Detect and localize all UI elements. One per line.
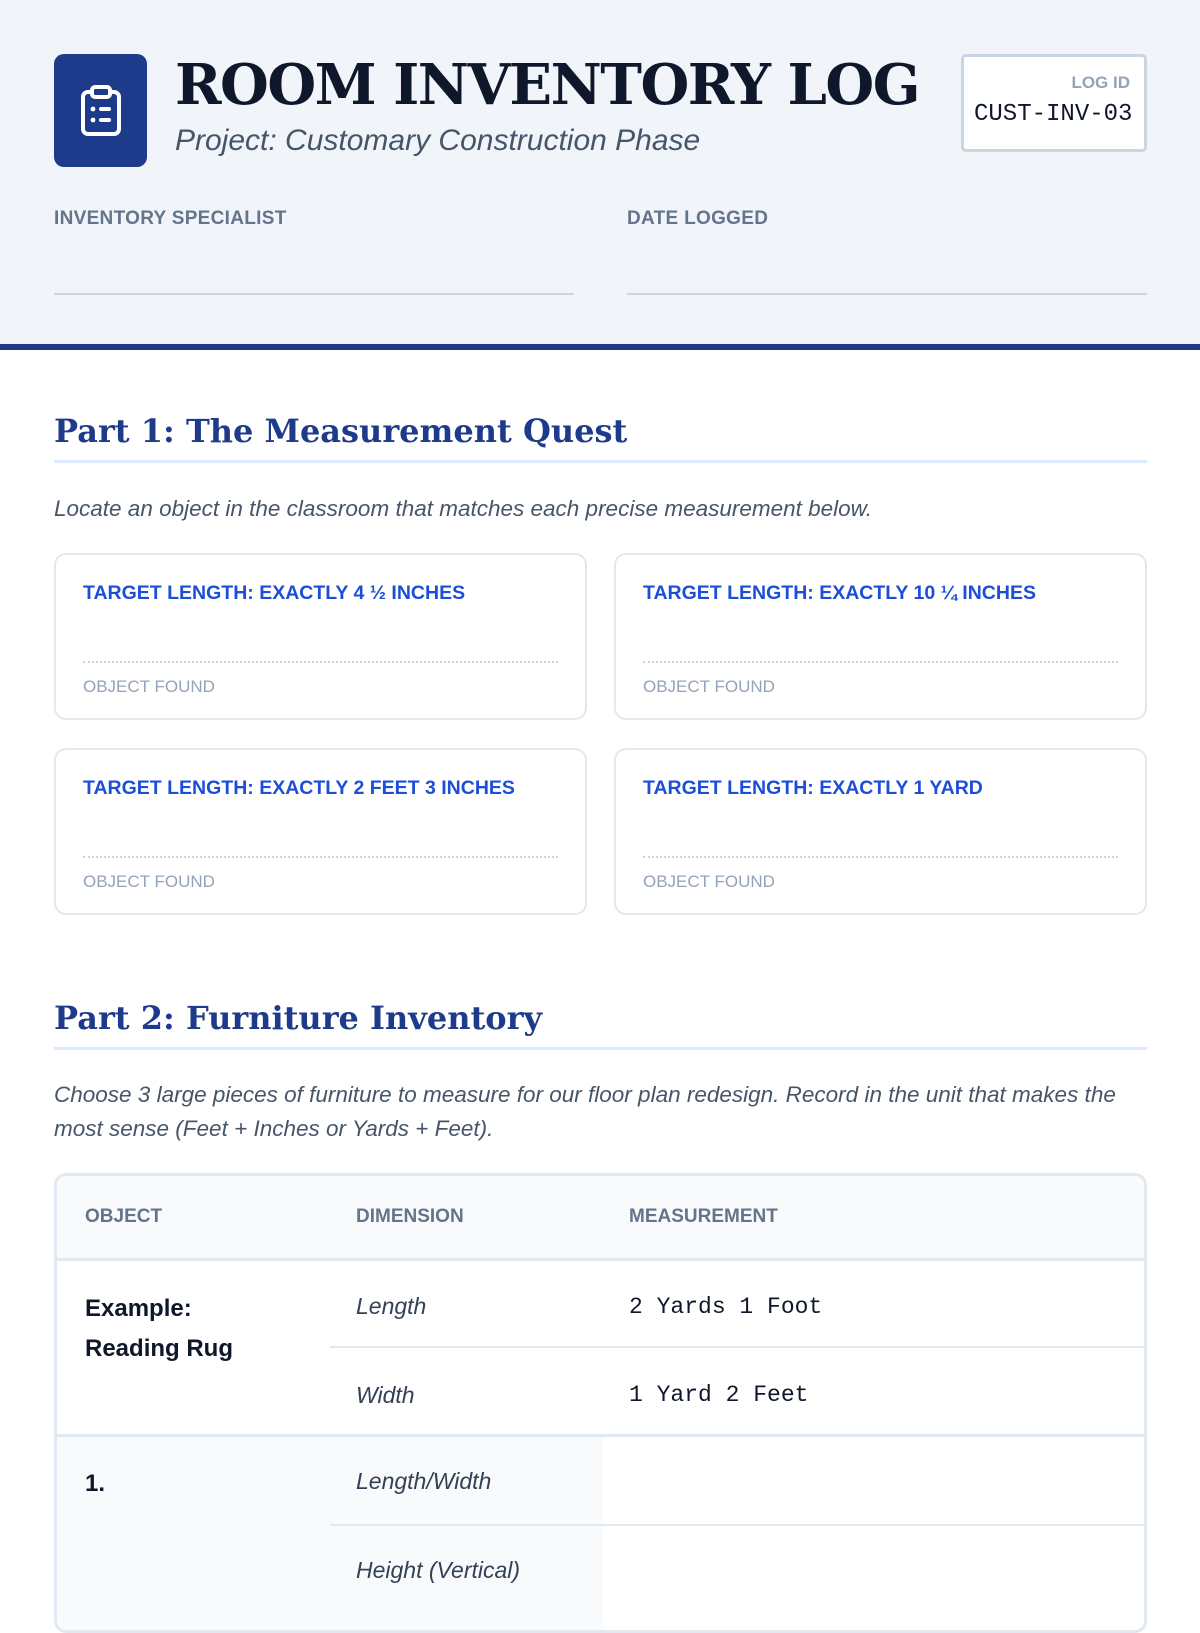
inventory-specialist-label: INVENTORY SPECIALIST [54, 208, 287, 229]
example-measurement: 1 Yard 2 Feet [629, 1382, 809, 1408]
measurement-card[interactable] [54, 748, 587, 915]
example-object-prefix: Example: [85, 1295, 192, 1322]
date-logged-label: DATE LOGGED [627, 208, 769, 229]
card-target-length: TARGET LENGTH: EXACTLY 2 FEET 3 INCHES [83, 777, 515, 799]
card-caption: OBJECT FOUND [83, 872, 215, 891]
measurement-card[interactable] [614, 748, 1147, 915]
row-divider [330, 1346, 1144, 1348]
entry-measurement-cell[interactable] [603, 1526, 1144, 1633]
entry-dimension: Length/Width [356, 1468, 492, 1494]
entry-measurement-cell[interactable] [603, 1437, 1144, 1523]
page-header [0, 0, 1200, 350]
part2-title: Part 2: Furniture Inventory [54, 999, 1147, 1050]
measurement-card[interactable] [614, 553, 1147, 720]
entry-shaded-area [57, 1437, 603, 1633]
card-answer-line[interactable] [83, 856, 558, 858]
card-answer-line[interactable] [83, 661, 558, 663]
card-caption: OBJECT FOUND [643, 677, 775, 696]
inventory-specialist-field[interactable] [54, 208, 574, 230]
example-dimension: Length [356, 1293, 427, 1319]
log-id-label: LOG ID [1071, 73, 1130, 92]
example-object-label [85, 1289, 233, 1369]
card-target-length: TARGET LENGTH: EXACTLY 10 ¼ INCHES [643, 582, 1036, 604]
part1-instructions: Locate an object in the classroom that matches each precise measurement below. [54, 496, 872, 521]
page-subtitle: Project: Customary Construction Phase [175, 124, 701, 157]
card-caption: OBJECT FOUND [643, 872, 775, 891]
card-target-length: TARGET LENGTH: EXACTLY 4 ½ INCHES [83, 582, 466, 604]
part1-title: Part 1: The Measurement Quest [54, 412, 1147, 463]
example-dimension: Width [356, 1382, 415, 1408]
card-answer-line[interactable] [643, 661, 1118, 663]
measurement-card[interactable] [54, 553, 587, 720]
page-title: ROOM INVENTORY LOG [175, 52, 920, 118]
card-target-length: TARGET LENGTH: EXACTLY 1 YARD [643, 777, 983, 799]
inventory-specialist-line[interactable] [54, 293, 574, 295]
date-logged-field[interactable] [627, 208, 1147, 230]
example-object-name: Reading Rug [85, 1335, 233, 1362]
column-header-measurement: MEASUREMENT [629, 1206, 778, 1227]
column-header-object: OBJECT [85, 1206, 163, 1227]
log-id-value: CUST-INV-03 [974, 101, 1133, 128]
furniture-table [54, 1173, 1147, 1633]
entry-dimension: Height (Vertical) [356, 1557, 521, 1583]
column-header-dimension: DIMENSION [356, 1206, 464, 1227]
part2-instructions: Choose 3 large pieces of furniture to measure for our floor plan redesign. Record in the unit that makes the most sense (Feet + Inches or Yards + Feet). [54, 1082, 1116, 1141]
clipboard-list-icon [54, 54, 147, 167]
table-header [57, 1176, 1144, 1261]
entry-object-number: 1. [85, 1470, 106, 1497]
date-logged-line[interactable] [627, 293, 1147, 295]
log-id-box [961, 54, 1147, 152]
example-measurement: 2 Yards 1 Foot [629, 1294, 823, 1320]
card-caption: OBJECT FOUND [83, 677, 215, 696]
card-answer-line[interactable] [643, 856, 1118, 858]
